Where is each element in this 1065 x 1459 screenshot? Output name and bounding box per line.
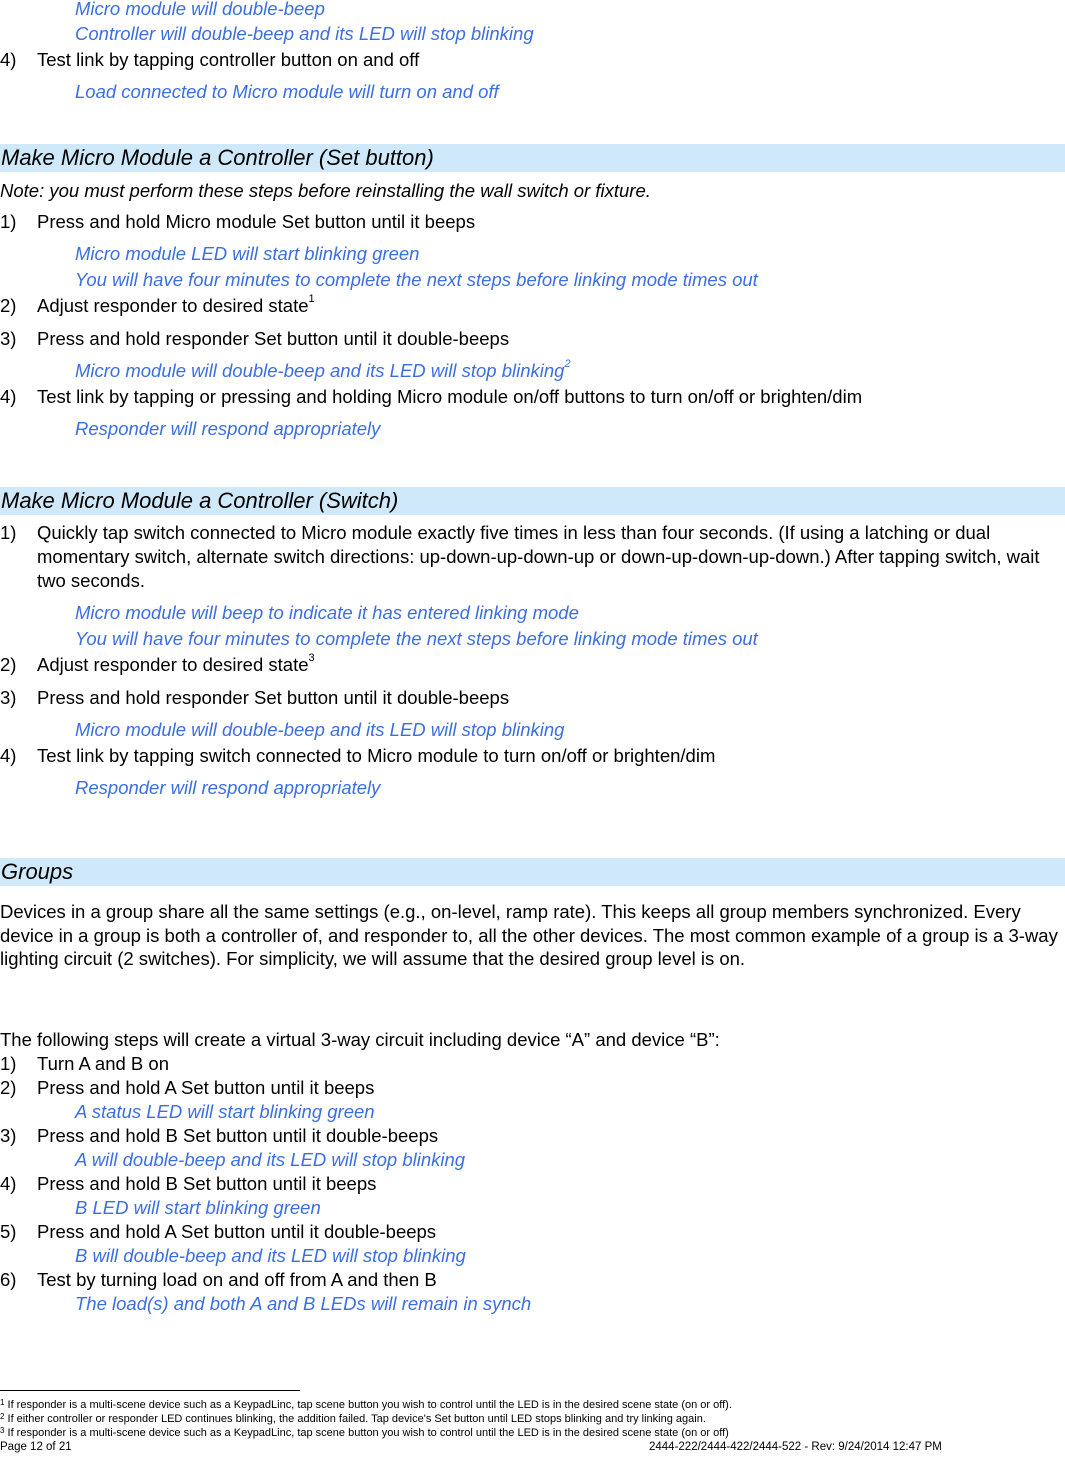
set-step-3: Press and hold responder Set button until it double-beeps — [37, 328, 510, 349]
set-step-1-result-2: You will have four minutes to complete the next steps before linking mode times out — [75, 269, 758, 290]
groups-step-2-result: A status LED will start blinking green — [75, 1101, 375, 1122]
groups-step-6: Test by turning load on and off from A and then B — [37, 1269, 437, 1290]
step-number: 4) — [0, 49, 17, 70]
switch-step-1: Quickly tap switch connected to Micro module exactly five times in less than four seconds. (If using a latching or dual momentary switch, alternate switch directions: up-down-up-down-up or down-up-down-up-down.) After tapping switch, wait two seconds. — [37, 522, 1040, 591]
footnote-divider — [0, 1390, 300, 1391]
section-heading-groups: Groups — [0, 858, 1065, 886]
section-note: Note: you must perform these steps before reinstalling the wall switch or fixture. — [0, 180, 651, 201]
groups-step-2: Press and hold A Set button until it beeps — [37, 1077, 375, 1098]
step-number: 2) — [0, 295, 17, 316]
step-number: 3) — [0, 328, 17, 349]
switch-step-2 — [37, 654, 315, 676]
switch-step-2-text: Adjust responder to desired state — [37, 654, 309, 675]
footnote-text: If either controller or responder LED continues blinking, the addition failed. Tap device's Set button until LED stops blinking and try linking again. — [7, 1413, 706, 1425]
set-step-1: Press and hold Micro module Set button until it beeps — [37, 211, 476, 232]
step-number: 4) — [0, 386, 17, 407]
set-step-2-text: Adjust responder to desired state — [37, 295, 309, 316]
step-number: 4) — [0, 745, 17, 766]
step-number: 1) — [0, 1053, 17, 1074]
groups-step-5-result: B will double-beep and its LED will stop blinking — [75, 1245, 466, 1266]
footnote-text: If responder is a multi-scene device such as a KeypadLinc, tap scene button you wish to control until the LED is in the desired scene state (on or off). — [7, 1399, 732, 1411]
intro-result-2: Controller will double-beep and its LED will stop blinking — [75, 23, 534, 44]
set-step-3-result — [75, 360, 571, 382]
footnote-2 — [0, 1413, 706, 1425]
intro-step-4: Test link by tapping controller button on and off — [37, 49, 420, 70]
set-step-4: Test link by tapping or pressing and holding Micro module on/off buttons to turn on/off or brighten/dim — [37, 386, 863, 407]
groups-step-3: Press and hold B Set button until it double-beeps — [37, 1125, 439, 1146]
switch-step-1-result-1: Micro module will beep to indicate it has entered linking mode — [75, 602, 579, 623]
step-number: 2) — [0, 654, 17, 675]
step-number: 6) — [0, 1269, 17, 1290]
set-step-1-result-1: Micro module LED will start blinking green — [75, 243, 420, 264]
step-number: 3) — [0, 687, 17, 708]
step-number: 1) — [0, 211, 17, 232]
groups-paragraph-2: The following steps will create a virtual 3-way circuit including device “A” and device “B”: — [0, 1029, 720, 1050]
switch-step-1-result-2: You will have four minutes to complete the next steps before linking mode times out — [75, 628, 758, 649]
groups-step-4-result: B LED will start blinking green — [75, 1197, 321, 1218]
set-step-3-result-text: Micro module will double-beep and its LED will stop blinking — [75, 360, 565, 381]
section-heading-set-button: Make Micro Module a Controller (Set button) — [0, 144, 1065, 172]
switch-step-4-result: Responder will respond appropriately — [75, 777, 381, 798]
intro-step-4-result: Load connected to Micro module will turn on and off — [75, 81, 499, 102]
footnote-mark: 2 — [0, 1412, 5, 1421]
switch-step-3: Press and hold responder Set button until it double-beeps — [37, 687, 510, 708]
footnote-3 — [0, 1427, 729, 1439]
step-number: 2) — [0, 1077, 17, 1098]
groups-step-1: Turn A and B on — [37, 1053, 169, 1074]
footnote-ref[interactable]: 1 — [308, 293, 315, 305]
groups-step-6-result: The load(s) and both A and B LEDs will remain in synch — [75, 1293, 532, 1314]
groups-step-4: Press and hold B Set button until it beeps — [37, 1173, 377, 1194]
groups-paragraph-1: Devices in a group share all the same settings (e.g., on-level, ramp rate). This keeps all group members synchronized. Every device in a group is both a controller of, and responder to, all the other devices. The most common example of a group is a 3-way lighting circuit (2 switches). For simplicity, we will assume that the desired group level is on. — [0, 901, 1058, 969]
footnote-text: If responder is a multi-scene device such as a KeypadLinc, tap scene button you wish to control until the LED is in the desired scene state (on or off) — [7, 1427, 729, 1439]
footnote-mark: 1 — [0, 1398, 5, 1407]
step-number: 1) — [0, 522, 17, 543]
set-step-2 — [37, 295, 315, 317]
groups-step-5: Press and hold A Set button until it double-beeps — [37, 1221, 437, 1242]
footnote-ref[interactable]: 3 — [308, 652, 315, 664]
footnote-ref[interactable]: 2 — [564, 358, 571, 370]
switch-step-4: Test link by tapping switch connected to Micro module to turn on/off or brighten/dim — [37, 745, 716, 766]
footnote-mark: 3 — [0, 1426, 5, 1435]
switch-step-3-result: Micro module will double-beep and its LED will stop blinking — [75, 719, 565, 740]
step-number: 5) — [0, 1221, 17, 1242]
document-revision: 2444-222/2444-422/2444-522 - Rev: 9/24/2014 12:47 PM — [649, 1441, 942, 1453]
section-heading-switch: Make Micro Module a Controller (Switch) — [0, 487, 1065, 515]
groups-step-3-result: A will double-beep and its LED will stop blinking — [75, 1149, 466, 1170]
page-number: Page 12 of 21 — [0, 1441, 72, 1453]
footnote-1 — [0, 1399, 732, 1411]
step-number: 4) — [0, 1173, 17, 1194]
intro-result-1: Micro module will double-beep — [75, 0, 325, 19]
step-number: 3) — [0, 1125, 17, 1146]
set-step-4-result: Responder will respond appropriately — [75, 418, 381, 439]
